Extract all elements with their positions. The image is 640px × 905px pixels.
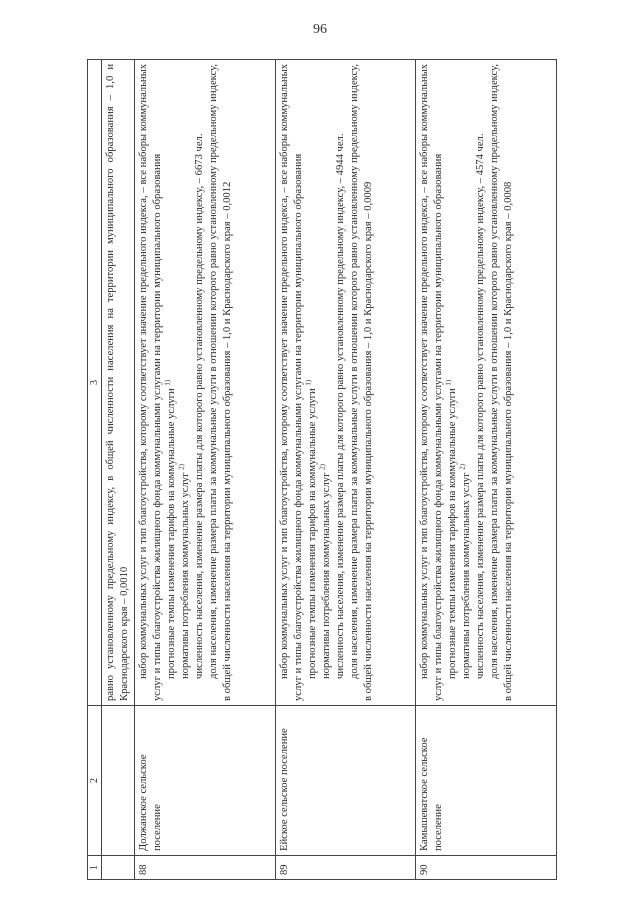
row-number: 89 <box>275 856 416 880</box>
table-row-continuation <box>102 60 135 880</box>
tariffs-text: прогнозные темпы изменения тарифов на коммунальные услуги <box>306 388 318 679</box>
norms-text: нормативы потребления коммунальных услуг <box>320 472 332 679</box>
column-header: 1 <box>88 856 102 880</box>
footnote-ref: 1) <box>444 379 453 386</box>
continuation-text: равно установленному предельному индексу, в общей численности населения на территории муниципального образования – 1,0 и Краснодарского края – 0,0010 <box>105 64 131 701</box>
population-text: численность населения, изменение размера платы для которого равно установленному предельному индексу, – 4574 чел. <box>475 133 487 679</box>
norms-text: нормативы потребления коммунальных услуг <box>180 472 192 679</box>
municipality-name: Камышеватское сельское поселение <box>416 706 557 856</box>
indices-table <box>87 59 557 880</box>
table-row <box>135 60 276 880</box>
footnote-ref: 1) <box>304 379 313 386</box>
municipality-name: Ейское сельское поселение <box>275 706 416 856</box>
footnote-ref: 2) <box>177 464 186 470</box>
column-header: 2 <box>88 706 102 856</box>
footnote-ref: 2) <box>318 464 327 470</box>
row-number: 90 <box>416 856 557 880</box>
services-text: набор коммунальных услуг и тип благоустройства, которому соответствует значение предельного индекса, – все наборы коммунальных услуг и типы благоустройства жилищного фонда коммунальными услугами на территории муниципального образования <box>278 64 304 701</box>
page-number: 96 <box>313 22 327 37</box>
share-text: доля населения, изменение размера платы за коммунальные услуги в отношении которого равно установленному предельному индексу, в общей численности населения на территории муниципального образования – 1,0 и Краснодарского края – 0,0012 <box>207 64 233 701</box>
share-text: доля населения, изменение размера платы за коммунальные услуги в отношении которого равно установленному предельному индексу, в общей численности населения на территории муниципального образования – 1,0 и Краснодарского края – 0,0009 <box>348 64 374 701</box>
population-text: численность населения, изменение размера платы для которого равно установленному предельному индексу, – 6673 чел. <box>194 133 205 679</box>
norms-text: нормативы потребления коммунальных услуг <box>461 472 473 679</box>
table-row <box>275 60 416 880</box>
services-text: набор коммунальных услуг и тип благоустройства, которому соответствует значение предельного индекса, – все наборы коммунальных услуг и типы благоустройства жилищного фонда коммунальными услугами на территории муниципального образования <box>419 64 445 701</box>
tariffs-text: прогнозные темпы изменения тарифов на коммунальные услуги <box>166 388 178 679</box>
row-number: 88 <box>135 856 276 880</box>
share-text: доля населения, изменение размера платы за коммунальные услуги в отношении которого равно установленному предельному индексу, в общей численности населения на территории муниципального образования – 1,0 и Краснодарского края – 0,0008 <box>489 64 515 701</box>
footnote-ref: 1) <box>163 379 172 386</box>
table-header-row <box>88 60 102 880</box>
tariffs-text: прогнозные темпы изменения тарифов на коммунальные услуги <box>447 388 459 679</box>
services-text: набор коммунальных услуг и тип благоустройства, которому соответствует значение предельного индекса, – все наборы коммунальных услуг и типы благоустройства жилищного фонда коммунальными услугами на территории муниципального образования <box>138 64 164 701</box>
footnote-ref: 2) <box>458 464 467 470</box>
column-header: 3 <box>88 60 102 706</box>
table-row <box>416 60 557 880</box>
population-text: численность населения, изменение размера платы для которого равно установленному предельному индексу, – 4944 чел. <box>334 133 346 679</box>
municipality-name: Должанское сельское поселение <box>135 706 276 856</box>
rotated-page-content <box>87 60 557 880</box>
